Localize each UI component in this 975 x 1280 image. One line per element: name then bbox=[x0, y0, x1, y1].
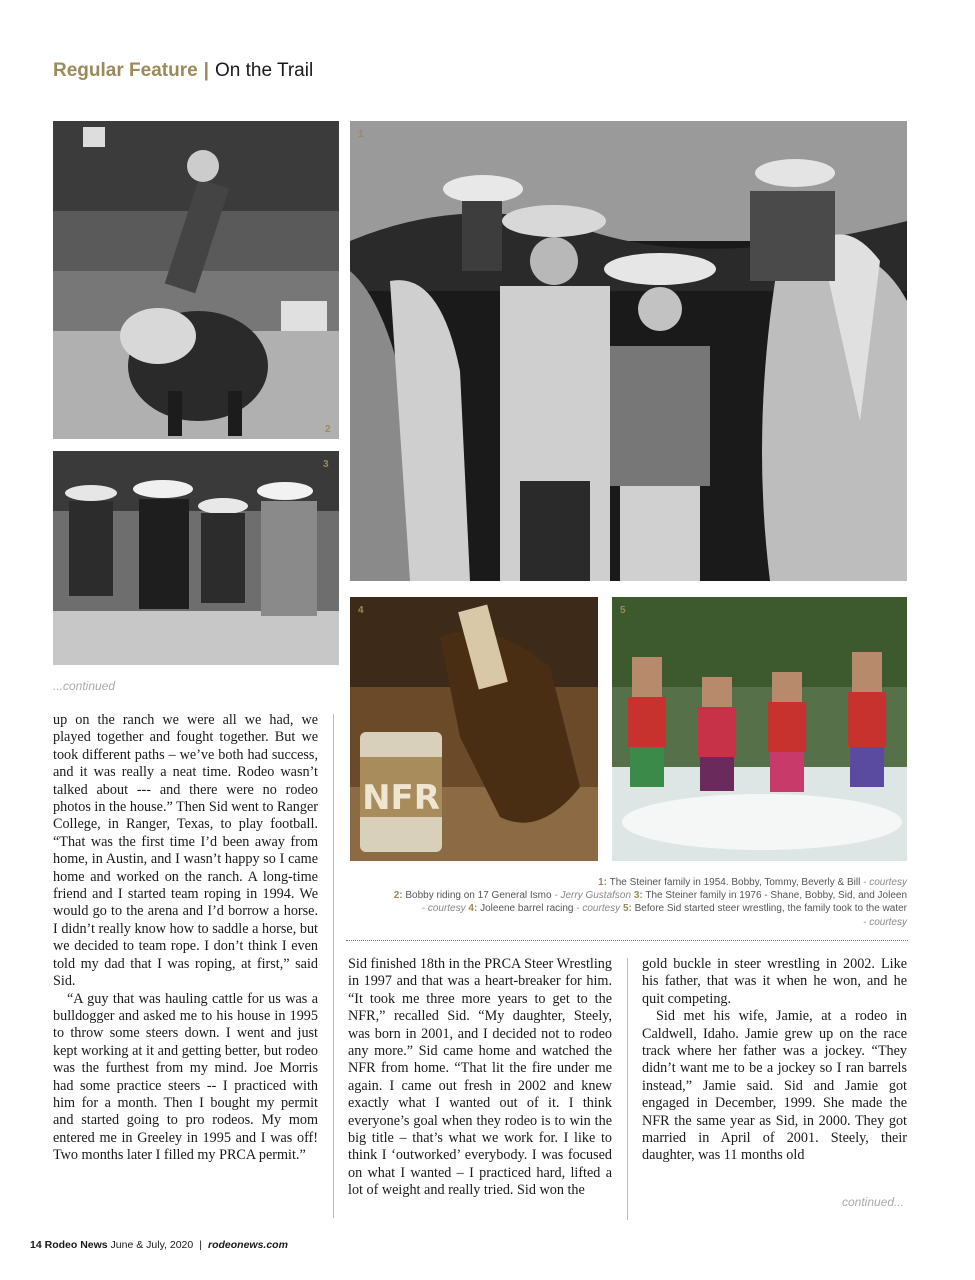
photo-number: 3 bbox=[323, 459, 329, 470]
page-number: 14 bbox=[30, 1239, 42, 1251]
photo-bull-riding bbox=[53, 121, 339, 439]
photo-number: 4 bbox=[358, 605, 364, 616]
photo-number: 2 bbox=[325, 424, 331, 435]
continued-label: ...continued bbox=[53, 679, 116, 693]
caption-number: 2: bbox=[393, 890, 403, 902]
article-paragraph: “A guy that was hauling cattle for us was a bulldogger and asked me to his house in 1995 to throw some steers down. I went and just kept working at it and getting better, but rodeo was the furthest from my mind. Joe Morris had some practice steers -- I practiced with him for a month. Then I bought my permit and started going to pro rodeos. My mom entered me in Greeley in 1995 and I was off! Two months later I filled my PRCA permit.” bbox=[53, 990, 318, 1164]
website-link[interactable]: rodeonews.com bbox=[207, 1239, 288, 1251]
caption-text: Joleene barrel racing bbox=[480, 903, 574, 915]
caption-text: The Steiner family in 1954. Bobby, Tommy, Beverly & Bill bbox=[609, 877, 861, 888]
photo-barrel-racing bbox=[350, 597, 598, 861]
photo-number: 1 bbox=[358, 129, 364, 140]
article-paragraph: Sid met his wife, Jamie, at a rodeo in Caldwell, Idaho. Jamie grew up on the race track where her father was a jockey. “They didn’t want me to be a jockey so I ran barrels instead,” Jamie said. Sid and Jamie got engaged in December, 1999. She made the NFR the same year as Sid, in 2000. They got married in April of 2001. Steely, their daughter, was 11 months old bbox=[642, 1008, 907, 1164]
caption-credit: - courtesy bbox=[576, 903, 621, 915]
section-title: On the Trail bbox=[214, 60, 314, 81]
article-paragraph: Sid finished 18th in the PRCA Steer Wrestling in 1997 and that was a heart-breaker for him. “It took me three more years to get to the NFR,” recalled Sid. “My daughter, Steely, was born in 2001, and I decided not to rodeo any more.” Sid came home and watched the NFR from home. “That lit the fire under me again. I came out fresh in 2002 and knew exactly what I wanted out of it. I think everyone’s goal when they rodeo is to win the big title – that’s what we work for. I like to think I ‘outworked’ everybody. I was focused on what I wanted – I practiced hard, lifted a lot of weight and really tried. Sid won the bbox=[348, 956, 612, 1199]
caption-credit: - courtesy bbox=[421, 903, 466, 915]
caption-number: 3: bbox=[633, 890, 643, 902]
caption-text: Bobby riding on 17 General Ismo bbox=[405, 890, 552, 902]
photo-family-1976 bbox=[53, 451, 339, 665]
photo-family-1954 bbox=[350, 121, 907, 581]
photo-captions bbox=[352, 876, 907, 929]
photo-number: 5 bbox=[620, 605, 626, 616]
header-divider: | bbox=[203, 60, 209, 81]
caption-text: Before Sid started steer wrestling, the family took to the water bbox=[634, 903, 907, 915]
barrel-logo: NFR bbox=[362, 778, 440, 818]
section-label: Regular Feature bbox=[53, 60, 198, 81]
magazine-name: Rodeo News bbox=[44, 1239, 108, 1251]
caption-text: The Steiner family in 1976 - Shane, Bobby, Sid, and Joleen bbox=[645, 890, 907, 902]
column-rule bbox=[333, 714, 334, 1218]
dotted-divider bbox=[346, 940, 908, 941]
caption-number: 4: bbox=[468, 903, 478, 915]
article-column-2 bbox=[348, 956, 612, 1200]
article-paragraph: up on the ranch we were all we had, we played together and fought together. But we took different paths – we’ve both had success, and it was really a neat time. Rodeo wasn’t talked about --- and there were no rodeo photos in the house.” Then Sid went to Ranger College, in Ranger, Texas, to play football. “That was the first time I’d been away from home, in Austin, and I wasn’t happy so I came home and worked on the ranch. A long-time friend and I started team roping in 1994. We would go to the arena and I’d borrow a horse. I didn’t really know how to saddle a horse, but we decided to team rope. I don’t think I even told my dad that I was roping, at first,” said Sid. bbox=[53, 712, 318, 990]
column-rule bbox=[627, 958, 628, 1220]
article-paragraph: gold buckle in steer wrestling in 2002. Like his father, that was it when he won, and he quit competing. bbox=[642, 956, 907, 1007]
article-column-1 bbox=[53, 712, 318, 1165]
article-column-3 bbox=[642, 956, 907, 1165]
page-footer bbox=[30, 1239, 288, 1251]
caption-credit: - courtesy bbox=[863, 916, 907, 928]
footer-divider: | bbox=[199, 1239, 202, 1251]
caption-number: 5: bbox=[622, 903, 632, 915]
photo-water-skiing bbox=[612, 597, 907, 861]
caption-number: 1: bbox=[598, 877, 608, 888]
issue-date: June & July, 2020 bbox=[110, 1239, 194, 1251]
caption-credit: - Jerry Gustafson bbox=[554, 890, 632, 902]
continued-next-label: continued... bbox=[842, 1195, 905, 1209]
caption-credit: - courtesy bbox=[863, 877, 907, 888]
page-header bbox=[53, 60, 313, 82]
